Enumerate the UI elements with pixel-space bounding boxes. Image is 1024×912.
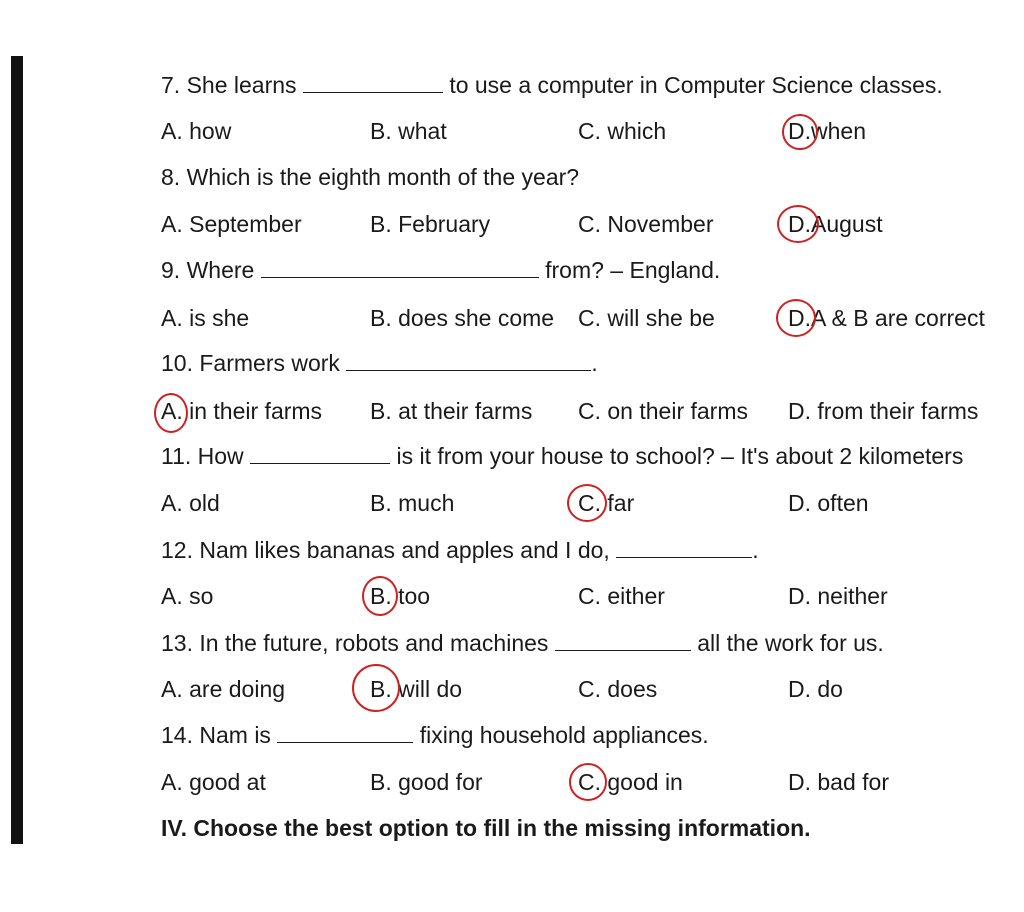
question-12: 12. Nam likes bananas and apples and I do, . [161,537,759,563]
option-c: C. good in [578,769,683,795]
answer-blank [303,74,443,93]
answer-blank [277,724,413,743]
option-c: C. on their farms [578,398,748,424]
section-heading: IV. Choose the best option to fill in the missing information. [161,815,811,841]
option-c: C. which [578,118,667,144]
option-a: A. in their farms [161,398,323,424]
option-b: B. will do [370,676,463,702]
answer-blank [250,445,390,464]
option-a: A. September [161,211,302,237]
option-a: A. so [161,583,214,609]
option-c: C. does [578,676,658,702]
option-b: B. much [370,490,455,516]
option-d: D.August [788,211,883,237]
option-d: D. neither [788,583,888,609]
answer-circle-mark [777,205,819,243]
option-c: C. will she be [578,305,715,331]
option-c: C. far [578,490,635,516]
question-8: 8. Which is the eighth month of the year? [161,164,580,190]
option-a: A. good at [161,769,266,795]
option-a: A. are doing [161,676,286,702]
option-a: A. how [161,118,232,144]
answer-blank [555,632,691,651]
option-d: D. bad for [788,769,889,795]
option-c: C. November [578,211,714,237]
answer-circle-mark [352,664,400,712]
option-d: D. do [788,676,843,702]
question-11: 11. How is it from your house to school? – It's about 2 kilometers [161,443,964,469]
question-13: 13. In the future, robots and machines all the work for us. [161,630,884,656]
question-7: 7. She learns to use a computer in Computer Science classes. [161,72,943,98]
answer-blank [261,259,539,278]
option-d: D. often [788,490,869,516]
answer-blank [616,539,752,558]
option-b: B. does she come [370,305,555,331]
answer-blank [346,352,591,371]
answer-circle-mark [362,576,398,616]
answer-circle-mark [154,393,188,433]
option-d: D.A & B are correct [788,305,985,331]
question-10: 10. Farmers work . [161,350,598,376]
question-9: 9. Where from? – England. [161,257,721,283]
option-d: D. from their farms [788,398,979,424]
option-a: A. old [161,490,220,516]
left-margin-bar [11,56,23,844]
option-d: D.when [788,118,866,144]
question-14: 14. Nam is fixing household appliances. [161,722,709,748]
answer-circle-mark [569,763,607,801]
option-b: B. at their farms [370,398,533,424]
option-b: B. what [370,118,447,144]
answer-circle-mark [567,484,607,522]
answer-circle-mark [782,114,818,150]
answer-circle-mark [776,299,816,337]
option-b: B. too [370,583,431,609]
option-c: C. either [578,583,665,609]
option-b: B. February [370,211,491,237]
option-a: A. is she [161,305,250,331]
option-b: B. good for [370,769,483,795]
